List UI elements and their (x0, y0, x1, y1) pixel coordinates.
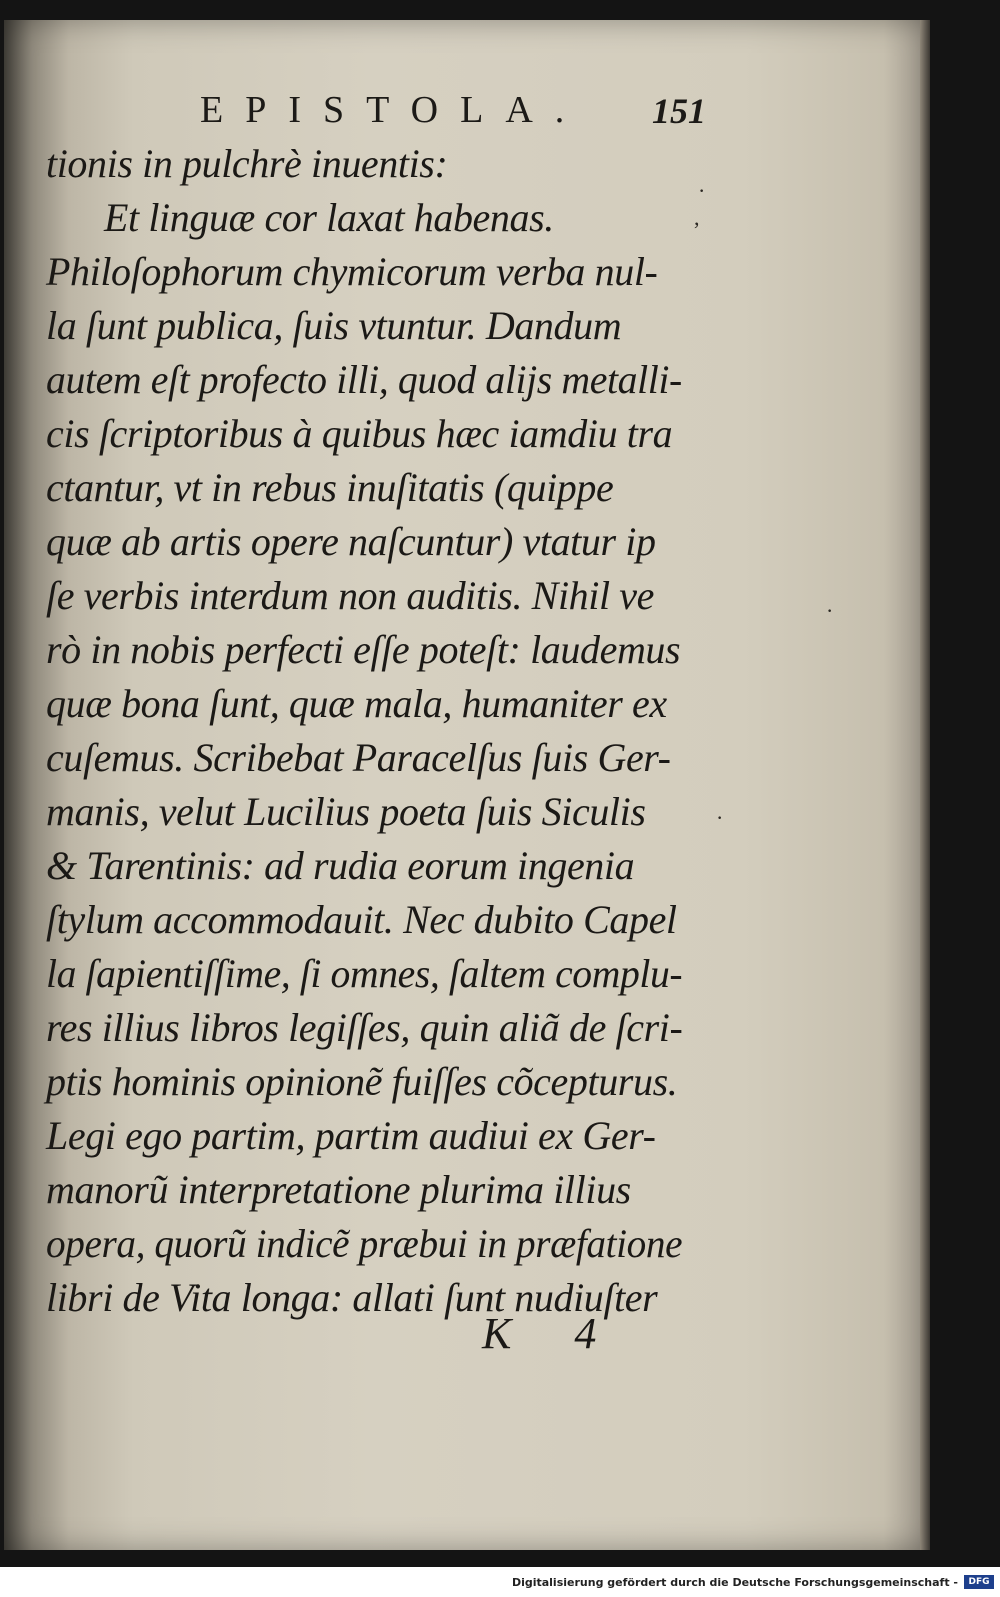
text-line: la ſapientiſſime, ſi omnes, ſaltem complu- (46, 951, 683, 996)
signature-mark: K 4 (482, 1309, 623, 1358)
text-line: ſe verbis interdum non auditis. Nihil ve (46, 573, 655, 618)
text-line: cis ſcriptoribus à quibus hæc iamdiu tra (46, 411, 673, 456)
text-line: Philoſophorum chymicorum verba nul- (46, 249, 658, 294)
ink-speck: , (694, 205, 700, 230)
text-line: quæ bona ſunt, quæ mala, humaniter ex (46, 681, 667, 726)
text-line: manorũ interpretatione plurima illius (46, 1167, 631, 1212)
text-line: autem eſt profecto illi, quod alijs metalli- (46, 357, 682, 402)
text-line: ptis hominis opinionẽ fuiſſes cõcepturus. (46, 1059, 678, 1104)
text-line: Et linguæ cor laxat habenas. (104, 195, 554, 240)
text-line: libri de Vita longa: allati ſunt nudiuſter (46, 1275, 658, 1320)
text-line: ctantur, vt in rebus inuſitatis (quippe (46, 465, 614, 510)
text-line: la ſunt publica, ſuis vtuntur. Dandum (46, 303, 622, 348)
text-line: opera, quorũ indicẽ præbui in præfatione (46, 1221, 683, 1266)
text-line: rò in nobis perfecti eſſe poteſt: laudemus (46, 627, 681, 672)
text-line: quæ ab artis opere naſcuntur) vtatur ip (46, 519, 656, 564)
page-edge (920, 20, 930, 1550)
text-line: res illius libros legiſſes, quin aliã de ſcri- (46, 1005, 683, 1050)
text-line: & Tarentinis: ad rudia eorum ingenia (46, 843, 635, 888)
text-line: tionis in pulchrè inuentis: (46, 141, 448, 186)
ink-speck: · (826, 598, 834, 623)
ink-speck: · (698, 178, 706, 203)
text-line: ſtylum accommodauit. Nec dubito Capel (46, 897, 677, 942)
text-line: cuſemus. Scribebat Paracelſus ſuis Ger- (46, 735, 671, 780)
running-head: EPISTOLA. (200, 89, 587, 131)
text-line: Legi ego partim, partim audiui ex Ger- (46, 1113, 656, 1158)
text-line: manis, velut Lucilius poeta ſuis Siculis (46, 789, 646, 834)
funding-credit: Digitalisierung gefördert durch die Deutsche Forschungsgemeinschaft - (511, 1576, 958, 1589)
dfg-logo: DFG (964, 1575, 994, 1589)
ink-speck: · (716, 805, 724, 830)
page-number: 151 (652, 91, 706, 131)
